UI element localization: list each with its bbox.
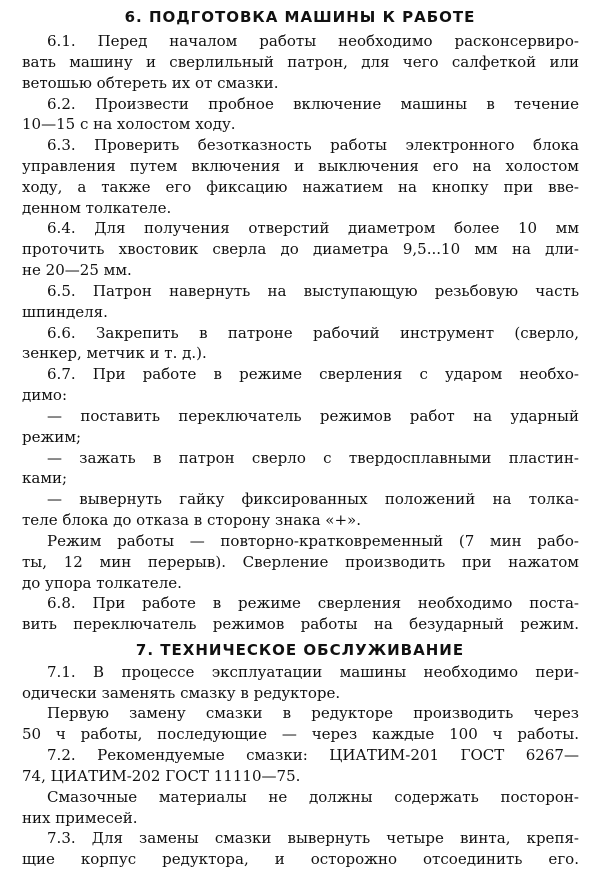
section-6-line: 6.5. Патрон навернуть на выступающую резьбовую часть <box>47 281 579 300</box>
section-6-line: шпинделя. <box>22 302 108 321</box>
section-7-line: щие корпус редуктора, и осторожно отсоединить его. <box>22 850 579 869</box>
section-7-line: 50 ч работы, последующие — через каждые 100 ч работы. <box>22 725 579 744</box>
section-7-line: Первую замену смазки в редукторе производить через <box>47 704 579 723</box>
section-6-line: — вывернуть гайку фиксированных положений на толка- <box>47 490 579 509</box>
section-7-line: 74, ЦИАТИМ-202 ГОСТ 11110—75. <box>22 766 301 785</box>
section-6-line: 6.2. Произвести пробное включение машины в течение <box>47 94 579 113</box>
section-7-line: 7.1. В процессе эксплуатации машины необходимо пери- <box>47 662 579 681</box>
section-6-line: димо: <box>22 386 68 405</box>
section-6-line: проточить хвостовик сверла до диаметра 9,5...10 мм на дли- <box>22 240 579 259</box>
section-7-line: 7.3. Для замены смазки вывернуть четыре винта, крепя- <box>47 829 579 848</box>
section-6-line: 6.7. При работе в режиме сверления с ударом необхо- <box>47 365 579 384</box>
section-6-line: денном толкателе. <box>22 198 172 217</box>
section-6-line: вать машину и сверлильный патрон, для чего салфеткой или <box>22 52 579 71</box>
section-6-line: вить переключатель режимов работы на безударный режим. <box>22 615 579 634</box>
section-6-line: 6.4. Для получения отверстий диаметром более 10 мм <box>47 219 579 238</box>
section-6-line: не 20—25 мм. <box>22 261 132 280</box>
section-6-heading: 6. ПОДГОТОВКА МАШИНЫ К РАБОТЕ <box>124 8 476 27</box>
section-6-line: 6.6. Закрепить в патроне рабочий инструмент (сверло, <box>47 323 579 342</box>
section-7-line: них примесей. <box>22 808 138 827</box>
section-7-line: Смазочные материалы не должны содержать посторон- <box>47 787 579 806</box>
section-6-line: 10—15 с на холостом ходу. <box>22 115 236 134</box>
section-6-line: — зажать в патрон сверло с твердосплавными пластин- <box>47 448 579 467</box>
section-6-line: режим; <box>22 427 82 446</box>
section-7-line: одически заменять смазку в редукторе. <box>22 683 341 702</box>
section-6-line: 6.8. При работе в режиме сверления необходимо поста- <box>47 594 579 613</box>
section-6-line: ходу, а также его фиксацию нажатием на кнопку при вве- <box>22 177 579 196</box>
section-6-line: теле блока до отказа в сторону знака «+». <box>22 511 362 530</box>
section-7-line: 7.2. Рекомендуемые смазки: ЦИАТИМ-201 ГОСТ 6267— <box>47 746 579 765</box>
section-6-line: 6.1. Перед началом работы необходимо расконсервиро- <box>47 32 579 51</box>
section-6-line: до упора толкателе. <box>22 573 182 592</box>
section-6-line: ты, 12 мин перерыв). Сверление производить при нажатом <box>22 552 579 571</box>
section-7-heading: 7. ТЕХНИЧЕСКОЕ ОБСЛУЖИВАНИЕ <box>135 641 465 660</box>
section-6-line: — поставить переключатель режимов работ на ударный <box>47 406 579 425</box>
section-6-line: 6.3. Проверить безотказность работы электронного блока <box>47 136 579 155</box>
section-6-line: ками; <box>22 469 68 488</box>
section-6-line: управления путем включения и выключения его на холостом <box>22 157 579 175</box>
section-6-line: зенкер, метчик и т. д.). <box>22 344 207 363</box>
section-6-line: ветошью обтереть их от смазки. <box>22 73 279 92</box>
section-6-line: Режим работы — повторно-кратковременный (7 мин рабо- <box>47 531 579 550</box>
